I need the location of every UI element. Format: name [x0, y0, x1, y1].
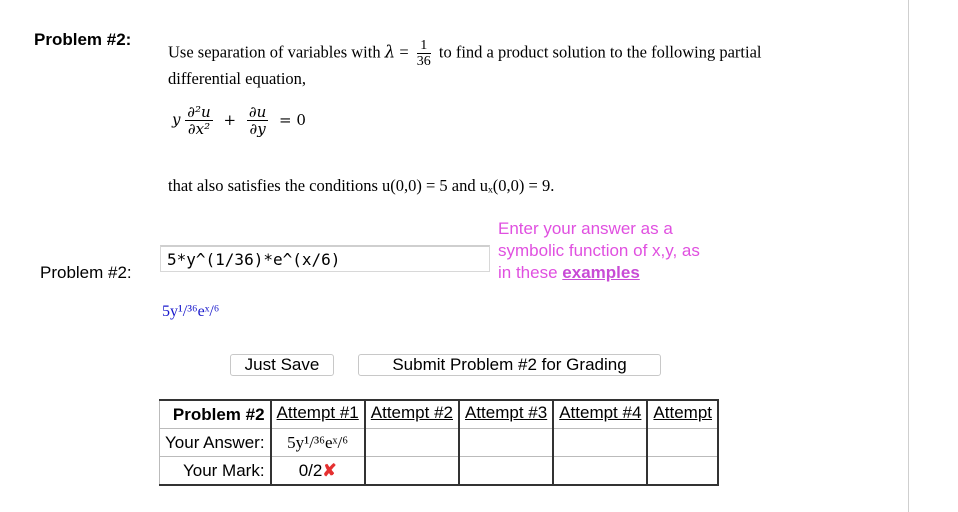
pde-plus: + [223, 110, 237, 129]
attempts-mark-row [160, 457, 719, 486]
just-save-button[interactable]: Just Save [230, 354, 334, 376]
attempt-3-header [459, 400, 553, 429]
answer-hint [498, 218, 708, 284]
lambda-symbol: λ [384, 42, 396, 62]
attempt-5-header [647, 400, 718, 429]
statement-text-1: Use separation of variables with [168, 42, 381, 62]
hint-text: Enter your answer as a symbolic function of x,y, as in these [498, 219, 700, 282]
attempt-2-link[interactable]: Attempt #2 [370, 403, 453, 422]
pde-rhs: = 0 [279, 110, 306, 129]
pde-coefficient: y [172, 110, 181, 129]
conditions-text: that also satisfies the conditions u(0,0) = 5 and uₓ(0,0) = 9. [168, 176, 555, 195]
pde-term1-den: ∂x² [187, 120, 211, 138]
attempt-4-mark [553, 457, 647, 486]
pde-equation [172, 104, 306, 137]
lambda-fraction [417, 38, 431, 69]
problem-heading: Problem #2: [34, 30, 132, 49]
attempt-1-answer: 5y¹/³⁶eˣ/⁶ [271, 429, 365, 457]
pde-second-derivative [185, 104, 212, 137]
submit-button[interactable]: Submit Problem #2 for Grading [358, 354, 661, 376]
attempts-problem-header: Problem #2 [160, 400, 271, 429]
attempt-5-answer [647, 429, 718, 457]
attempts-table [159, 399, 719, 486]
attempt-4-link[interactable]: Attempt #4 [559, 403, 642, 422]
pde-term1-num: ∂²u [187, 103, 211, 121]
attempt-2-header [365, 400, 459, 429]
pde-term2-num: ∂u [248, 103, 267, 121]
problem-statement-line1 [168, 38, 898, 69]
pde-term2-den: ∂y [249, 120, 266, 138]
lambda-denominator: 36 [416, 54, 431, 69]
attempt-3-mark [459, 457, 553, 486]
attempt-5-link[interactable]: Attempt [653, 403, 713, 422]
problem-statement-line2: differential equation, [168, 69, 307, 88]
attempt-2-mark [365, 457, 459, 486]
your-mark-label: Your Mark: [160, 457, 271, 486]
lambda-equals: = [399, 42, 409, 62]
page-right-border [908, 0, 909, 512]
attempt-1-link[interactable]: Attempt #1 [276, 403, 359, 422]
attempt-4-header [553, 400, 647, 429]
your-answer-label: Your Answer: [160, 429, 271, 457]
attempt-1-mark [271, 457, 365, 486]
attempt-1-mark-value: 0/2 [298, 460, 323, 480]
answer-preview: 5y¹/³⁶eˣ/⁶ [162, 303, 220, 320]
attempt-4-answer [553, 429, 647, 457]
examples-link[interactable]: examples [562, 263, 640, 282]
incorrect-x-icon: ✘ [322, 460, 337, 480]
pde-first-derivative [247, 104, 268, 137]
lambda-numerator: 1 [417, 38, 431, 54]
attempt-3-link[interactable]: Attempt #3 [464, 403, 548, 422]
answer-input[interactable] [160, 245, 490, 272]
attempt-3-answer [459, 429, 553, 457]
attempt-5-mark [647, 457, 718, 486]
answer-row-label: Problem #2: [40, 263, 132, 282]
attempts-answer-row [160, 429, 719, 457]
attempt-1-header [271, 400, 365, 429]
attempts-header-row [160, 400, 719, 429]
statement-text-2: to find a product solution to the following partial [438, 42, 762, 62]
attempt-2-answer [365, 429, 459, 457]
